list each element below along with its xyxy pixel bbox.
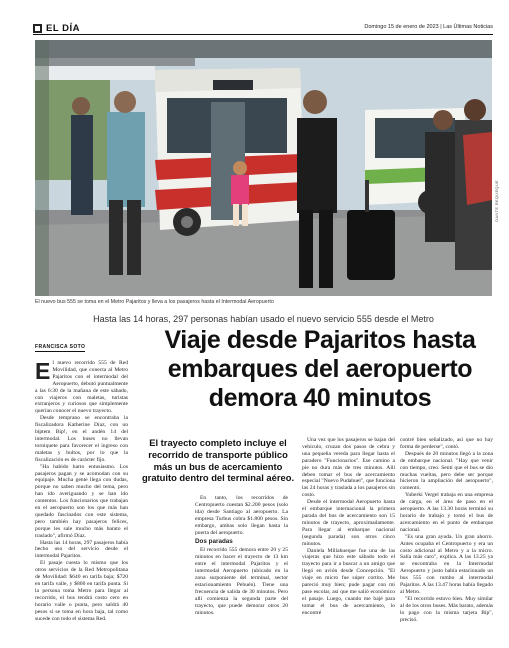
lead-photo bbox=[35, 40, 499, 296]
column-3 bbox=[302, 437, 395, 617]
photo-caption: El nuevo bus 555 se toma en el Metro Pajaritos y lleva a los pasajeros hasta el Intermodal Aeropuerto bbox=[35, 299, 274, 305]
bus-photo-illustration bbox=[35, 40, 492, 296]
paragraph: Hasta las 14 horas, 297 pasajeros había hecho uso del servicio desde el intermodal Pajaritos. bbox=[35, 539, 128, 560]
section-name: EL DÍA bbox=[46, 23, 80, 34]
lead-paragraph: El trayecto completo incluye el recorrido de transporte público más un bus de acercamiento gratuito dentro del terminal aéreo. bbox=[141, 437, 295, 484]
column-4 bbox=[400, 437, 493, 623]
paragraph: Desde el intermodal Aeropuerto hasta el embarque internacional la primera parada del bus de acercamiento son 15 minutos de trayecto, aproximadamente. Para llegar al embarque nacional (segunda parada) son otros cinco minutos. bbox=[302, 499, 395, 547]
column-2 bbox=[195, 495, 288, 616]
column-1 bbox=[35, 360, 128, 622]
paragraph: Una vez que los pasajeros se bajan del vehículo, cruzan dos pasos de cebra y una pequeña vereda para llegar hasta el paradero "Funcionarios". Ese camino a pie no dura más de tres minutos. Allí deben tomar el bus de acercamiento especial "Nuevo Pudahuel", que funciona las 24 horas y traslada a los pasajeros sin costo. bbox=[302, 437, 395, 499]
paragraph: El recorrido 555 demora entre 20 y 25 minutos en hacer el trayecto de 13 km entre el intermodal Pajaritos y el intermodal Aeropuerto (ubicado en la zona surponiente del terminal, sector estacionamiento Pehuén). Tiene una frecuencia de salida de 30 minutos. Pero allí comienza la segunda parte del trayecto, que puede demorar otros 20 minutos. bbox=[195, 547, 288, 616]
section-label bbox=[33, 23, 80, 34]
newspaper-icon bbox=[33, 24, 42, 33]
masthead bbox=[33, 23, 493, 35]
paragraph: contré bien señalizado, así que no hay forma de perderse", contó. bbox=[400, 437, 493, 450]
byline: FRANCISCA SOTO bbox=[35, 344, 86, 350]
dateline: Domingo 15 de enero de 2023 | Las Últimas Noticias bbox=[364, 24, 493, 30]
headline: Viaje desde Pajaritos hasta embarques del aeropuerto demora 40 minutos bbox=[164, 326, 476, 412]
drop-cap: E bbox=[35, 358, 51, 384]
paragraph: El nuevo recorrido 555 de Red Movilidad, que conecta al Metro Pajaritos con el intermodal del Aeropuerto, debutó puntualmente a las 6:30 de la mañana de este sábado, con viajeros con maletas, turistas extranjeros y curiosos que simplemente querían conocer el nuevo trayecto. bbox=[35, 358, 128, 415]
paragraph: Yuberki Vergel trabaja en una empresa de carga, en el área de paso en el aeropuerto. A las 13.30 horas terminó su horario de trabajo y tomó el bus de acercamiento en el punto de embarque nacional. bbox=[400, 492, 493, 533]
paragraph: El pasaje cuesta lo mismo que los otros servicios de la Red Metropolitana de Movilidad: $640 en tarifa baja; $720 en tarifa valle, y $800 en tarifa punta. Si la persona toma Metro para llegar al recorrido, el bus tendrá costo cero en horario valle o punta, pero saldrá 40 pesos si se toma en hora baja, tal como sucede con todo el sistema Red. bbox=[35, 560, 128, 622]
paragraph: "El recorrido estuvo bien. Muy similar al de los otros buses. Más barato, además lo pago con la misma tarjeta Bip", precisó. bbox=[400, 595, 493, 623]
kicker: Hasta las 14 horas, 297 personas habían usado el nuevo servicio 555 desde el Metro bbox=[93, 314, 434, 324]
paragraph: Desde temprano se encontraba la fiscalizadora Katherine Díaz, con un bíptem Bip!, en el andén 14 del intermodal. Los buses no llevan torniquete para favorecer el ingreso con maletas y bultos, por lo que la fiscalización es de carácter fijo. bbox=[35, 415, 128, 463]
paragraph: "Ha habido harto entusiasmo. Los pasajeros pagan y se acomodan con su equipaje. Mucha gente llega con dudas, porque no saben mucho del tema, pero han ido averiguando y se han ido contentos. Los funcionarios que trabajan en el aeropuerto son los que más han quedado fascinados con este sistema, pero también hay pasajeros felices, porque les sale mucho más barato el traslado", afirmó Díaz. bbox=[35, 463, 128, 539]
paragraph: Daniela Millahueque fue una de las viajeras que hizo este sábado todo el trayecto para ir a buscar a un amigo que llegó en avión desde Concepción. "El viaje en micro fue súper cortito. Me pareció muy bien; pude pagar con mi pase escolar, así que me salió económico el pasaje. Luego, cuando me bajé para tomar el bus de acercamiento, lo encontré bbox=[302, 547, 395, 616]
subheading: Dos paradas bbox=[195, 538, 233, 546]
photo-credit: DANTE REQUEQUE bbox=[494, 180, 499, 222]
paragraph: Después de 20 minutos llegó a la zona de embarque nacional. "Hay que venir con tiempo, creo. Sentí que el bus se dio muchas vueltas, pero debe ser porque hicieron la ampliación del aeropuerto", comentó. bbox=[400, 450, 493, 492]
paragraph: "Es una gran ayuda. Un gran ahorro. Antes ocupaba el Centropuerto y era un costo adicional al Metro y a la micro. Salía más caro", explica. A las 13.25 ya se encontraba en la Intermodal Aeropuerto y justo había estacionado un bus 555 con rumbo al intermodal Pajaritos. A las 13.47 horas había llegado al Metro. bbox=[400, 533, 493, 595]
paragraph: En tanto, los recorridos de Centropuerto cuestan $2.200 pesos (solo ida) desde Santiago al aeropuerto. La empresa Turbus cobra $1.800 pesos. Sin embargo, ambas solo llegan hasta la puerta del aeropuerto. bbox=[195, 495, 288, 536]
